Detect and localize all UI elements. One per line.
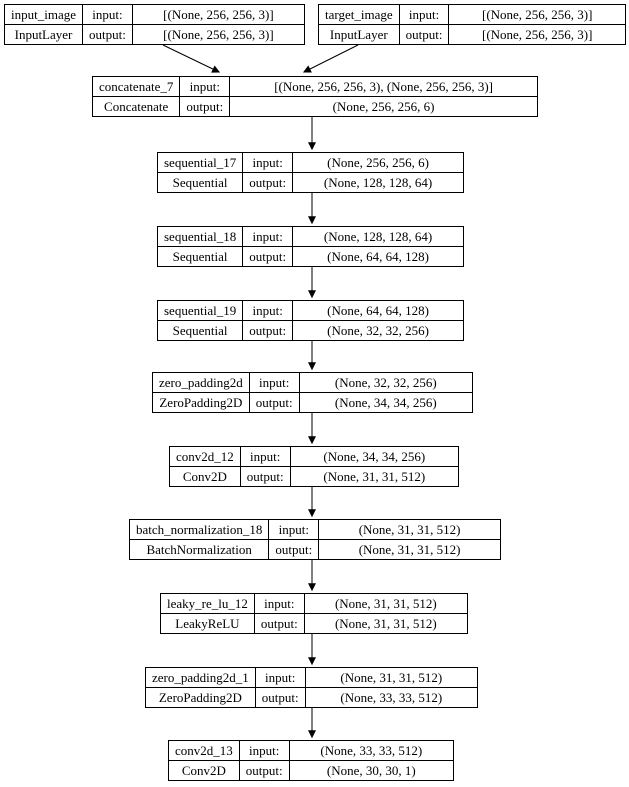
layer-type: Sequential: [158, 173, 243, 193]
layer-name: zero_padding2d: [153, 373, 250, 393]
output-shape: (None, 31, 31, 512): [319, 540, 501, 560]
output-shape: (None, 64, 64, 128): [293, 247, 464, 267]
output-shape: (None, 128, 128, 64): [293, 173, 464, 193]
input-shape: (None, 32, 32, 256): [299, 373, 472, 393]
output-shape: (None, 32, 32, 256): [293, 321, 464, 341]
output-label: output:: [243, 173, 293, 193]
output-label: output:: [399, 25, 449, 45]
layer-type: Conv2D: [169, 761, 240, 781]
input-shape: (None, 31, 31, 512): [304, 594, 467, 614]
output-label: output:: [254, 614, 304, 634]
layer-name: sequential_19: [158, 301, 243, 321]
input-shape: [(None, 256, 256, 3), (None, 256, 256, 3)]: [230, 77, 538, 97]
layer-name: concatenate_7: [93, 77, 180, 97]
layer-type: BatchNormalization: [130, 540, 269, 560]
layer-type: InputLayer: [319, 25, 400, 45]
input-label: input:: [243, 227, 293, 247]
layer-name: sequential_17: [158, 153, 243, 173]
layer-name: leaky_re_lu_12: [161, 594, 255, 614]
layer-name: sequential_18: [158, 227, 243, 247]
input-label: input:: [399, 5, 449, 25]
layer-type: ZeroPadding2D: [153, 393, 250, 413]
layer-node-zero-padding2d-1: [145, 667, 478, 708]
input-shape: (None, 64, 64, 128): [293, 301, 464, 321]
layer-name: zero_padding2d_1: [146, 668, 256, 688]
input-label: input:: [240, 447, 290, 467]
layer-node-sequential-17: [157, 152, 464, 193]
layer-name: conv2d_12: [170, 447, 241, 467]
output-shape: (None, 256, 256, 6): [230, 97, 538, 117]
output-shape: (None, 31, 31, 512): [304, 614, 467, 634]
output-label: output:: [240, 467, 290, 487]
layer-node-leaky-re-lu-12: [160, 593, 468, 634]
layer-node-conv2d-13: [168, 740, 454, 781]
edge-input-image-to-concatenate: [163, 45, 219, 72]
input-shape: [(None, 256, 256, 3)]: [449, 5, 626, 25]
input-shape: (None, 31, 31, 512): [319, 520, 501, 540]
input-label: input:: [249, 373, 299, 393]
output-label: output:: [255, 688, 305, 708]
input-label: input:: [83, 5, 133, 25]
output-label: output:: [83, 25, 133, 45]
layer-node-sequential-19: [157, 300, 464, 341]
output-label: output:: [239, 761, 289, 781]
layer-name: conv2d_13: [169, 741, 240, 761]
input-shape: (None, 128, 128, 64): [293, 227, 464, 247]
input-label: input:: [255, 668, 305, 688]
layer-node-sequential-18: [157, 226, 464, 267]
layer-type: ZeroPadding2D: [146, 688, 256, 708]
input-label: input:: [243, 301, 293, 321]
layer-node-input-image: [4, 4, 305, 45]
layer-type: LeakyReLU: [161, 614, 255, 634]
input-shape: (None, 256, 256, 6): [293, 153, 464, 173]
layer-type: InputLayer: [5, 25, 83, 45]
layer-name: target_image: [319, 5, 400, 25]
edge-target-image-to-concatenate: [304, 45, 358, 72]
input-shape: [(None, 256, 256, 3)]: [132, 5, 304, 25]
output-shape: [(None, 256, 256, 3)]: [449, 25, 626, 45]
layer-name: batch_normalization_18: [130, 520, 269, 540]
input-shape: (None, 33, 33, 512): [289, 741, 453, 761]
output-label: output:: [243, 321, 293, 341]
output-label: output:: [243, 247, 293, 267]
input-label: input:: [243, 153, 293, 173]
layer-node-batch-normalization-18: [129, 519, 501, 560]
output-shape: (None, 34, 34, 256): [299, 393, 472, 413]
layer-node-zero-padding2d: [152, 372, 473, 413]
input-shape: (None, 34, 34, 256): [290, 447, 458, 467]
output-shape: (None, 33, 33, 512): [305, 688, 477, 708]
layer-type: Sequential: [158, 247, 243, 267]
output-shape: (None, 31, 31, 512): [290, 467, 458, 487]
output-label: output:: [180, 97, 230, 117]
input-label: input:: [254, 594, 304, 614]
input-label: input:: [239, 741, 289, 761]
layer-node-target-image: [318, 4, 626, 45]
layer-type: Conv2D: [170, 467, 241, 487]
output-label: output:: [249, 393, 299, 413]
input-label: input:: [180, 77, 230, 97]
layer-node-concatenate-7: [92, 76, 538, 117]
layer-node-conv2d-12: [169, 446, 459, 487]
layer-type: Sequential: [158, 321, 243, 341]
output-shape: [(None, 256, 256, 3)]: [132, 25, 304, 45]
input-shape: (None, 31, 31, 512): [305, 668, 477, 688]
output-label: output:: [269, 540, 319, 560]
layer-type: Concatenate: [93, 97, 180, 117]
input-label: input:: [269, 520, 319, 540]
layer-name: input_image: [5, 5, 83, 25]
output-shape: (None, 30, 30, 1): [289, 761, 453, 781]
